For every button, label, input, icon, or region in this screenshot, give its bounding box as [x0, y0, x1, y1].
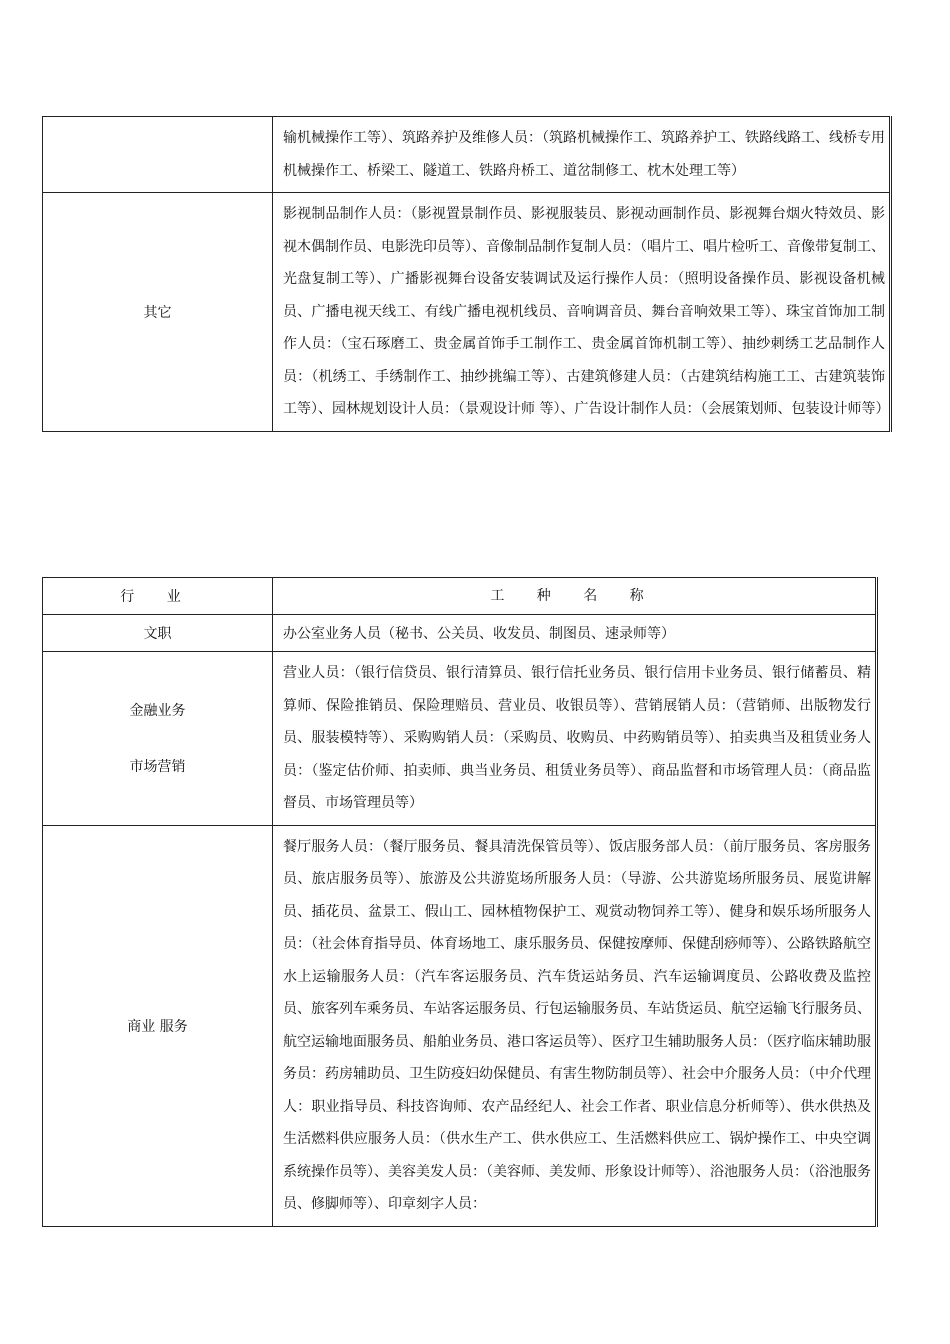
table-row	[43, 615, 877, 652]
occupation-table	[42, 577, 878, 1227]
industry-cell	[43, 652, 273, 826]
table-row	[43, 825, 877, 1226]
industry-cell: 其它	[43, 193, 273, 432]
industry-cell: 文职	[43, 615, 273, 652]
table-row	[43, 117, 891, 193]
header-jobs	[273, 578, 877, 615]
table-row	[43, 652, 877, 826]
header-industry	[43, 578, 273, 615]
table-header-row	[43, 578, 877, 615]
job-list-cell: 影视制品制作人员：（影视置景制作员、影视服装员、影视动画制作员、影视舞台烟火特效员、影视木偶制作员、电影洗印员等）、音像制品制作复制人员：（唱片工、唱片检听工、音像带复制工、光盘复制工等）、广播影视舞台设备安装调试及运行操作人员：（照明设备操作员、影视设备机械员、广播电视天线工、有线广播电视机线员、音响调音员、舞台音响效果工等）、珠宝首饰加工制作人员：（宝石琢磨工、贵金属首饰手工制作工、贵金属首饰机制工等）、抽纱刺绣工艺品制作人员：（机绣工、手绣制作工、抽纱挑编工等）、古建筑修建人员：（古建筑结构施工工、古建筑装饰工等）、园林规划设计人员：（景观设计师 等）、广告设计制作人员：（会展策划师、包装设计师等）	[273, 193, 891, 432]
header-jobs-label: 工 种 名 称	[490, 588, 658, 604]
header-industry-label: 行 业	[120, 589, 195, 605]
industry-label-marketing: 市场营销	[129, 759, 186, 776]
job-list-cell: 办公室业务人员（秘书、公关员、收发员、制图员、速录师等）	[273, 615, 877, 652]
table-row	[43, 193, 891, 432]
industry-label-finance: 金融业务	[129, 703, 186, 720]
job-list-cell: 输机械操作工等）、筑路养护及维修人员：（筑路机械操作工、筑路养护工、铁路线路工、线桥专用机械操作工、桥梁工、隧道工、铁路舟桥工、道岔制修工、枕木处理工等）	[273, 117, 891, 193]
job-list-cell: 营业人员：（银行信贷员、银行清算员、银行信托业务员、银行信用卡业务员、银行储蓄员、精算师、保险推销员、保险理赔员、营业员、收银员等）、营销展销人员：（营销师、出版物发行员、服装模特等）、采购购销人员：（采购员、收购员、中药购销员等）、拍卖典当及租赁业务人员：（鉴定估价师、拍卖师、典当业务员、租赁业务员等）、商品监督和市场管理人员：（商品监督员、市场管理员等）	[273, 652, 877, 826]
industry-cell: 商业 服务	[43, 825, 273, 1226]
occupation-table-continued	[42, 116, 892, 432]
industry-cell	[43, 117, 273, 193]
job-list-cell: 餐厅服务人员：（餐厅服务员、餐具清洗保管员等）、饭店服务部人员：（前厅服务员、客房服务员、旅店服务员等）、旅游及公共游览场所服务人员：（导游、公共游览场所服务员、展览讲解员、插花员、盆景工、假山工、园林植物保护工、观赏动物饲养工等）、健身和娱乐场所服务人员：（社会体育指导员、体育场地工、康乐服务员、保健按摩师、保健刮痧师等）、公路铁路航空水上运输服务人员：（汽车客运服务员、汽车货运站务员、汽车运输调度员、公路收费及监控员、旅客列车乘务员、车站客运服务员、行包运输服务员、车站货运员、航空运输飞行服务员、航空运输地面服务员、船舶业务员、港口客运员等）、医疗卫生辅助服务人员：（医疗临床辅助服务员：药房辅助员、卫生防疫妇幼保健员、有害生物防制员等）、社会中介服务人员：（中介代理人：职业指导员、科技咨询师、农产品经纪人、社会工作者、职业信息分析师等）、供水供热及生活燃料供应服务人员：（供水生产工、供水供应工、生活燃料供应工、锅炉操作工、中央空调系统操作员等）、美容美发人员：（美容师、美发师、形象设计师等）、浴池服务人员：（浴池服务员、修脚师等）、印章刻字人员：	[273, 825, 877, 1226]
